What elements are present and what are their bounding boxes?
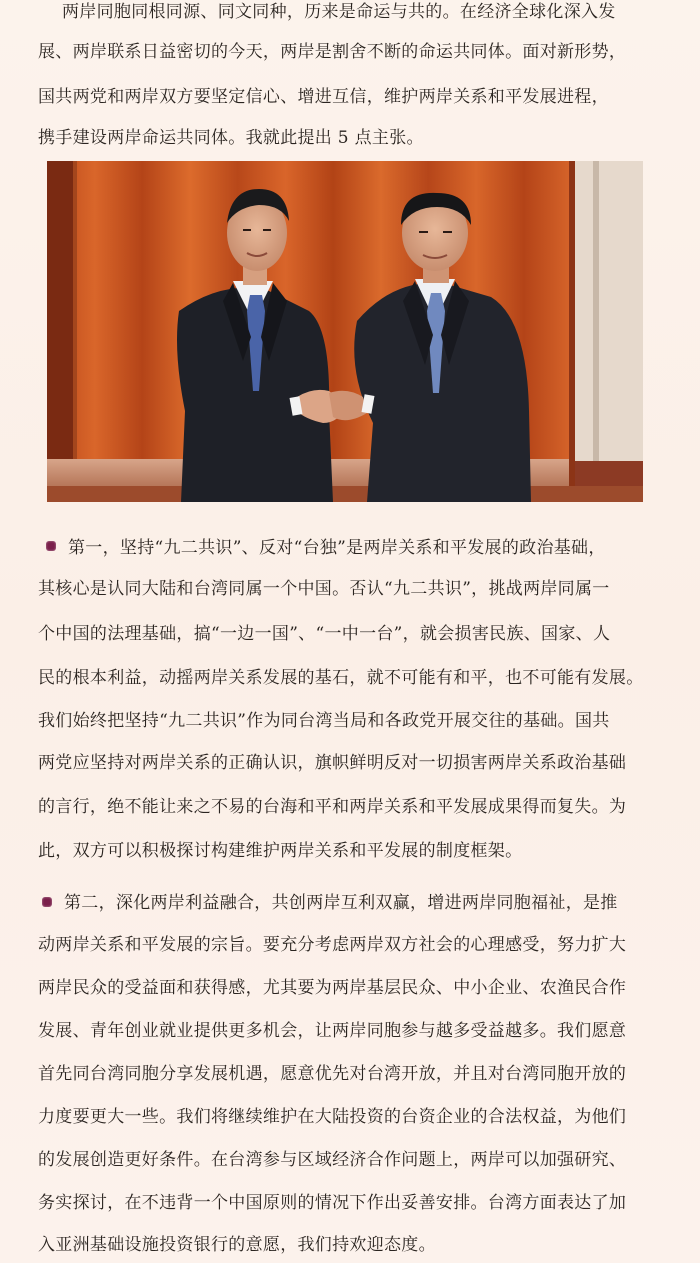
- handshake-photo-illustration: [47, 161, 643, 502]
- point1-line-3: 个中国的法理基础，搞“一边一国”、“一中一台”，就会损害民族、国家、人: [38, 624, 611, 644]
- point2-line-8: 务实探讨，在不违背一个中国原则的情况下作出妥善安排。台湾方面表达了加: [38, 1193, 627, 1213]
- point1-line-1: 第一，坚持“九二共识”、反对“台独”是两岸关系和平发展的政治基础，: [68, 538, 606, 558]
- intro-line-2: 展、两岸联系日益密切的今天，两岸是割舍不断的命运共同体。面对新形势，: [38, 42, 627, 62]
- point1-line-8: 此，双方可以积极探讨构建维护两岸关系和平发展的制度框架。: [38, 841, 523, 861]
- point1-line-5: 我们始终把坚持“九二共识”作为同台湾当局和各政党开展交往的基础。国共: [38, 711, 610, 731]
- handshake-photo: [47, 161, 643, 502]
- intro-line-4: 携手建设两岸命运共同体。我就此提出 5 点主张。: [38, 128, 424, 148]
- point2-line-7: 的发展创造更好条件。在台湾参与区域经济合作问题上，两岸可以加强研究、: [38, 1150, 627, 1170]
- point2-line-4: 发展、青年创业就业提供更多机会，让两岸同胞参与越多受益越多。我们愿意: [38, 1021, 627, 1041]
- point2-line-6: 力度要更大一些。我们将继续维护在大陆投资的台资企业的合法权益，为他们: [38, 1107, 627, 1127]
- point2-line-2: 动两岸关系和平发展的宗旨。要充分考虑两岸双方社会的心理感受，努力扩大: [38, 935, 627, 955]
- intro-line-3: 国共两党和两岸双方要坚定信心、增进互信，维护两岸关系和平发展进程，: [38, 87, 609, 107]
- intro-line-1: 两岸同胞同根同源、同文同种，历来是命运与共的。在经济全球化深入发: [62, 2, 616, 22]
- point1-line-6: 两党应坚持对两岸关系的正确认识，旗帜鲜明反对一切损害两岸关系政治基础: [38, 753, 627, 773]
- point2-line-9: 入亚洲基础设施投资银行的意愿，我们持欢迎态度。: [38, 1235, 436, 1255]
- point1-line-7: 的言行，绝不能让来之不易的台海和平和两岸关系和平发展成果得而复失。为: [38, 797, 627, 817]
- point1-bullet-icon: [46, 541, 56, 551]
- point1-line-4: 民的根本利益，动摇两岸关系发展的基石，就不可能有和平，也不可能有发展。: [38, 668, 644, 688]
- point2-line-1: 第二，深化两岸利益融合，共创两岸互利双赢，增进两岸同胞福祉，是推: [64, 893, 618, 913]
- point2-line-5: 首先同台湾同胞分享发展机遇，愿意优先对台湾开放，并且对台湾同胞开放的: [38, 1064, 627, 1084]
- point2-bullet-icon: [42, 897, 52, 907]
- point2-line-3: 两岸民众的受益面和获得感，尤其要为两岸基层民众、中小企业、农渔民合作: [38, 978, 627, 998]
- point1-line-2: 其核心是认同大陆和台湾同属一个中国。否认“九二共识”，挑战两岸同属一: [38, 579, 610, 599]
